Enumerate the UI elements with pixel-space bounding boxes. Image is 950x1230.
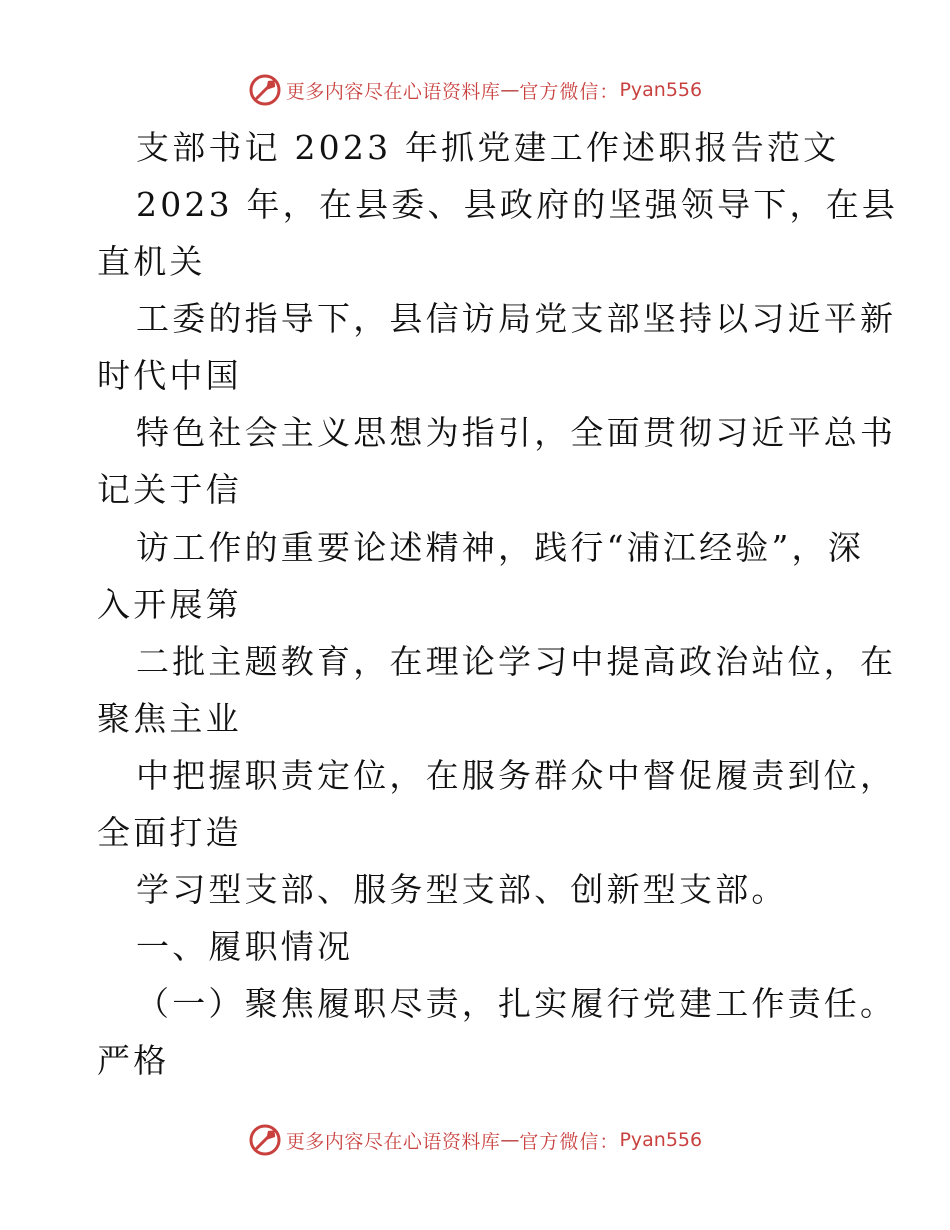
watermark-brand: 更多内容尽在心语资料库 xyxy=(285,1130,501,1153)
paragraph-line: 入开展第 xyxy=(97,585,242,624)
paragraph-line: 二批主题教育，在理论学习中提高政治站位，在 xyxy=(136,642,897,681)
footer-watermark xyxy=(0,1120,950,1160)
watermark-wechat-id: Pyan556 xyxy=(619,79,703,101)
paragraph-line: 时代中国 xyxy=(97,356,242,395)
paragraph-line: 聚焦主业 xyxy=(97,699,242,738)
paragraph-line: 工委的指导下，县信访局党支部坚持以习近平新 xyxy=(136,299,897,338)
paragraph-line: 全面打造 xyxy=(97,813,242,852)
paragraph-line: 学习型支部、服务型支部、创新型支部。 xyxy=(136,870,788,909)
watermark-wechat-label: 官方微信： xyxy=(519,80,620,103)
watermark-dash: — xyxy=(500,79,520,101)
paragraph-line: 记关于信 xyxy=(97,470,242,509)
paragraph-line: 特色社会主义思想为指引，全面贯彻习近平总书 xyxy=(136,413,897,452)
quill-logo-icon xyxy=(248,73,282,107)
section-heading: 一、履职情况 xyxy=(136,927,354,966)
quill-logo-icon xyxy=(248,1123,282,1157)
paragraph-line: 2023 年，在县委、县政府的坚强领导下，在县 xyxy=(136,185,899,224)
document-title: 支部书记 2023 年抓党建工作述职报告范文 xyxy=(136,128,840,167)
watermark-wechat-label: 官方微信： xyxy=(519,1130,620,1153)
paragraph-line: 中把握职责定位，在服务群众中督促履责到位， xyxy=(136,756,897,795)
paragraph-line: 访工作的重要论述精神，践行“浦江经验”，深 xyxy=(136,528,864,567)
paragraph-line: 严格 xyxy=(97,1041,170,1080)
subsection-heading: （一）聚焦履职尽责，扎实履行党建工作责任。 xyxy=(136,984,897,1023)
watermark-wechat-id: Pyan556 xyxy=(619,1129,703,1151)
paragraph-line: 直机关 xyxy=(97,242,206,281)
header-watermark xyxy=(0,70,950,110)
watermark-brand: 更多内容尽在心语资料库 xyxy=(285,80,501,103)
watermark-dash: — xyxy=(500,1129,520,1151)
